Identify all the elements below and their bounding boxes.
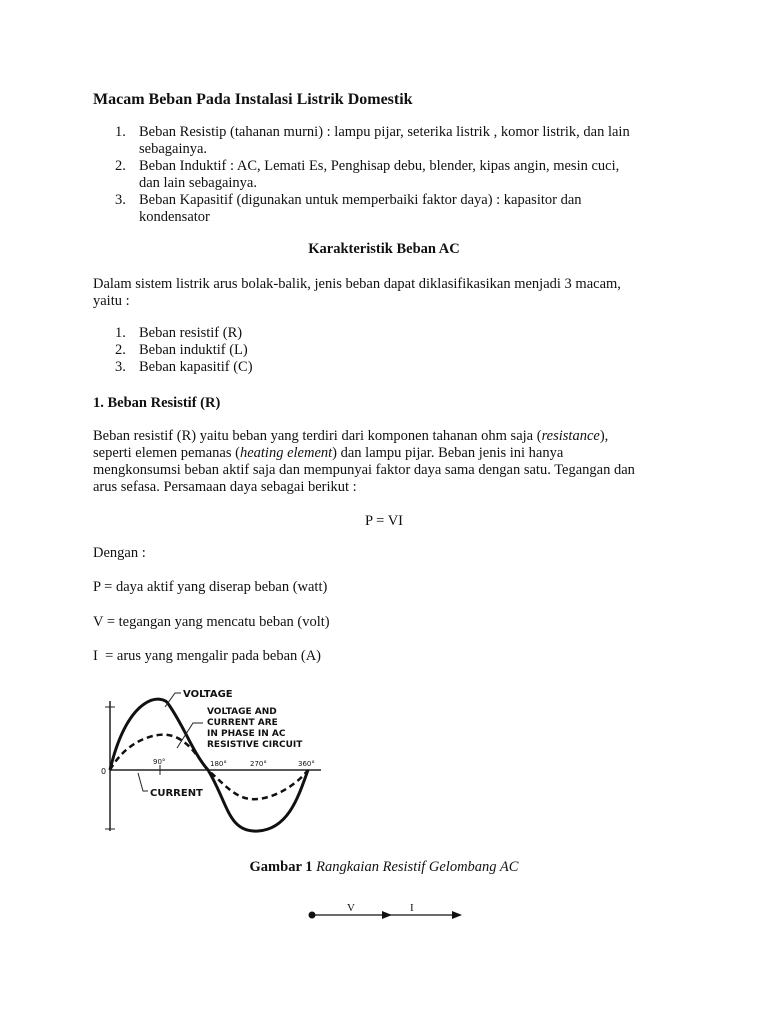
list-item [93,325,493,342]
page-title: Macam Beban Pada Instalasi Listrik Domestik [93,91,413,108]
definition-p: P = daya aktif yang diserap beban (watt) [93,579,328,595]
text-line: Dalam sistem listrik arus bolak-balik, jenis beban dapat diklasifikasikan menjadi 3 macam, [93,276,621,292]
list-number: 2. [115,342,126,358]
list-number: 2. [115,158,126,174]
list-item [93,342,493,359]
list-text: Beban Resistip (tahanan murni) : lampu pijar, seterika listrik , komor listrik, dan lain [139,124,630,140]
list-number: 1. [115,325,126,341]
subheading-resistive: 1. Beban Resistif (R) [93,395,221,411]
annotation-line: RESISTIVE CIRCUIT [207,740,303,750]
angle-label-90: 90° [153,758,166,766]
angle-label-270: 270° [250,760,267,768]
list-text: Beban resistif (R) [139,325,243,341]
v-arrowhead [382,911,392,919]
list-item [93,158,693,192]
intro-paragraph [93,276,683,310]
list-number: 1. [115,124,126,140]
annotation-line: CURRENT ARE [207,718,278,728]
angle-label-360: 360° [298,760,315,768]
text-line: yaitu : [93,293,130,309]
section-heading: Karakteristik Beban AC [308,241,460,257]
text-line: mengkonsumsi beban aktif saja dan mempunyai faktor daya sama dengan satu. Tegangan dan [93,462,635,478]
resistive-paragraph [93,428,683,496]
waveform-figure [93,683,353,838]
definition-i: I = arus yang mengalir pada beban (A) [93,648,322,664]
list-item [93,192,693,226]
definition-v: V = tegangan yang mencatu beban (volt) [93,614,330,630]
load-classes-list [93,325,493,376]
list-text: dan lain sebagainya. [139,175,257,191]
list-text: Beban Induktif : AC, Lemati Es, Penghisap debu, blender, kipas angin, mesin cuci, [139,158,620,174]
v-label: V [347,902,355,914]
text-line: arus sefasa. Persamaan daya sebagai berikut : [93,479,357,495]
phasor-diagram [300,898,470,928]
list-text: Beban Kapasitif (digunakan untuk memperbaiki faktor daya) : kapasitor dan [139,192,582,208]
zero-label: 0 [101,767,107,776]
list-text: kondensator [139,209,210,225]
load-types-list [93,124,693,226]
list-number: 3. [115,192,126,208]
text-line: seperti elemen pemanas (heating element) dan lampu pijar. Beban jenis ini hanya [93,445,564,461]
list-text: sebagainya. [139,141,208,157]
angle-label-180: 180° [210,760,227,768]
dengan-label: Dengan : [93,545,146,561]
list-text: Beban kapasitif (C) [139,359,253,375]
i-arrowhead [452,911,462,919]
text-line: Beban resistif (R) yaitu beban yang terdiri dari komponen tahanan ohm saja (resistance), [93,428,609,444]
list-number: 3. [115,359,126,375]
annotation-line: VOLTAGE AND [207,707,277,717]
list-item [93,359,493,376]
annotation-line: IN PHASE IN AC [207,729,286,739]
voltage-label: VOLTAGE [183,689,233,700]
current-label: CURRENT [150,788,203,799]
list-text: Beban induktif (L) [139,342,248,358]
current-leader [138,773,148,791]
list-item [93,124,693,158]
i-label: I [410,902,414,914]
power-equation: P = VI [365,513,403,529]
figure-caption: Gambar 1 Rangkaian Resistif Gelombang AC [249,859,519,875]
